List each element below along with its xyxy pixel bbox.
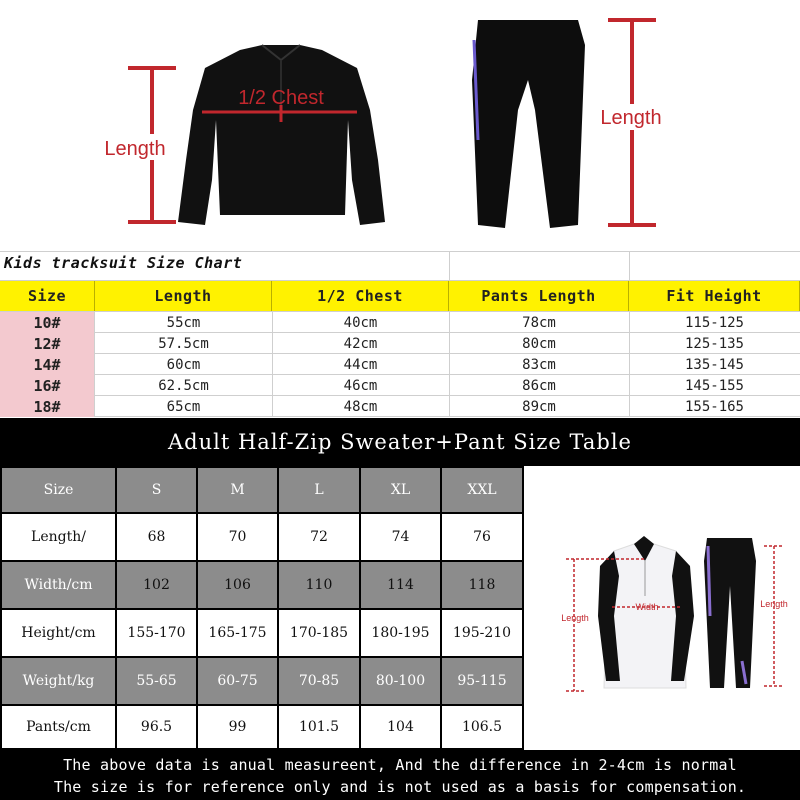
adult-width-label: Width	[635, 602, 659, 612]
kids-cell: 40cm	[343, 314, 378, 331]
kids-row-size: 12#	[0, 333, 94, 354]
kids-cell: 89cm	[522, 398, 556, 415]
kids-row-size: 10#	[0, 312, 94, 333]
kids-cell: 155-165	[684, 398, 744, 415]
jacket-image	[178, 45, 385, 225]
adult-size-table	[0, 466, 524, 750]
adult-cell: 114	[361, 562, 440, 608]
kids-cell: 60cm	[166, 356, 201, 373]
adult-header-xxl: XXL	[442, 468, 522, 512]
adult-cell: 70	[198, 514, 277, 560]
kids-cell: 62.5cm	[158, 377, 209, 394]
adult-product-photo	[524, 466, 800, 750]
kids-row-size: 16#	[0, 375, 94, 396]
kids-header-pants-length: Pants Length	[449, 281, 629, 311]
disclaimer-line-2: The size is for reference only and is not used as a basis for compensation.	[53, 778, 747, 796]
adult-cell: 118	[442, 562, 522, 608]
kids-cell: 135-145	[684, 356, 744, 373]
kids-cell: 115-125	[684, 314, 744, 331]
adult-cell: 155-170	[117, 610, 196, 656]
kids-cell: 78cm	[522, 314, 556, 331]
adult-cell: 106.5	[442, 706, 522, 748]
adult-cell: 180-195	[361, 610, 440, 656]
kids-cell: 44cm	[343, 356, 378, 373]
adult-cell: 99	[198, 706, 277, 748]
kids-cell: 42cm	[343, 335, 378, 352]
adult-header-m: M	[198, 468, 277, 512]
disclaimer-footer	[0, 750, 800, 800]
adult-cell: 102	[117, 562, 196, 608]
jacket-chest-label: 1/2 Chest	[238, 87, 324, 109]
kids-header-chest: 1/2 Chest	[272, 281, 449, 311]
adult-cell: 55-65	[117, 658, 196, 704]
adult-table-title: Adult Half-Zip Sweater+Pant Size Table	[0, 418, 800, 466]
kids-cell: 145-155	[684, 377, 744, 394]
kids-cell: 48cm	[343, 398, 378, 415]
adult-cell: 195-210	[442, 610, 522, 656]
kids-cell: 86cm	[522, 377, 556, 394]
adult-cell: 95-115	[442, 658, 522, 704]
disclaimer-line-1: The above data is anual measureent, And the difference in 2-4cm is normal	[63, 756, 737, 774]
adult-header-l: L	[279, 468, 359, 512]
adult-header-size: Size	[2, 468, 115, 512]
adult-cell: 60-75	[198, 658, 277, 704]
kids-cell: 80cm	[522, 335, 556, 352]
adult-cell: 96.5	[117, 706, 196, 748]
adult-header-xl: XL	[361, 468, 440, 512]
adult-cell: 70-85	[279, 658, 359, 704]
adult-cell: 104	[361, 706, 440, 748]
kids-row-size: 14#	[0, 354, 94, 375]
adult-row-label: Width/cm	[2, 562, 115, 608]
adult-row-label: Pants/cm	[2, 706, 115, 748]
adult-pants-length-label: Length	[760, 599, 788, 609]
kids-cell: 125-135	[684, 335, 744, 352]
adult-cell: 76	[442, 514, 522, 560]
kids-chart-title: Kids tracksuit Size Chart	[4, 254, 243, 272]
adult-header-s: S	[117, 468, 196, 512]
adult-tracksuit-diagram	[524, 466, 800, 750]
kids-header-length: Length	[95, 281, 272, 311]
adult-cell: 165-175	[198, 610, 277, 656]
kids-row-size: 18#	[0, 396, 94, 417]
kids-cell: 65cm	[166, 398, 201, 415]
pants-length-label: Length	[600, 107, 662, 129]
adult-cell: 80-100	[361, 658, 440, 704]
adult-row-label: Weight/kg	[2, 658, 115, 704]
kids-header-size: Size	[0, 281, 95, 311]
adult-cell: 170-185	[279, 610, 359, 656]
jacket-pants-diagram	[0, 0, 800, 250]
adult-cell: 106	[198, 562, 277, 608]
adult-cell: 72	[279, 514, 359, 560]
kids-cell: 83cm	[522, 356, 556, 373]
pants-image	[472, 20, 585, 228]
kids-cell: 46cm	[343, 377, 378, 394]
jacket-length-label: Length	[104, 138, 166, 160]
adult-cell: 101.5	[279, 706, 359, 748]
adult-pants-image	[704, 538, 756, 688]
kids-cell: 55cm	[166, 314, 201, 331]
adult-cell: 68	[117, 514, 196, 560]
adult-row-label: Length/	[2, 514, 115, 560]
adult-jacket-length-label: Length	[561, 613, 589, 623]
adult-row-label: Height/cm	[2, 610, 115, 656]
adult-cell: 74	[361, 514, 440, 560]
kids-header-fit-height: Fit Height	[629, 281, 800, 311]
adult-cell: 110	[279, 562, 359, 608]
product-illustrations	[0, 0, 800, 250]
kids-cell: 57.5cm	[158, 335, 209, 352]
